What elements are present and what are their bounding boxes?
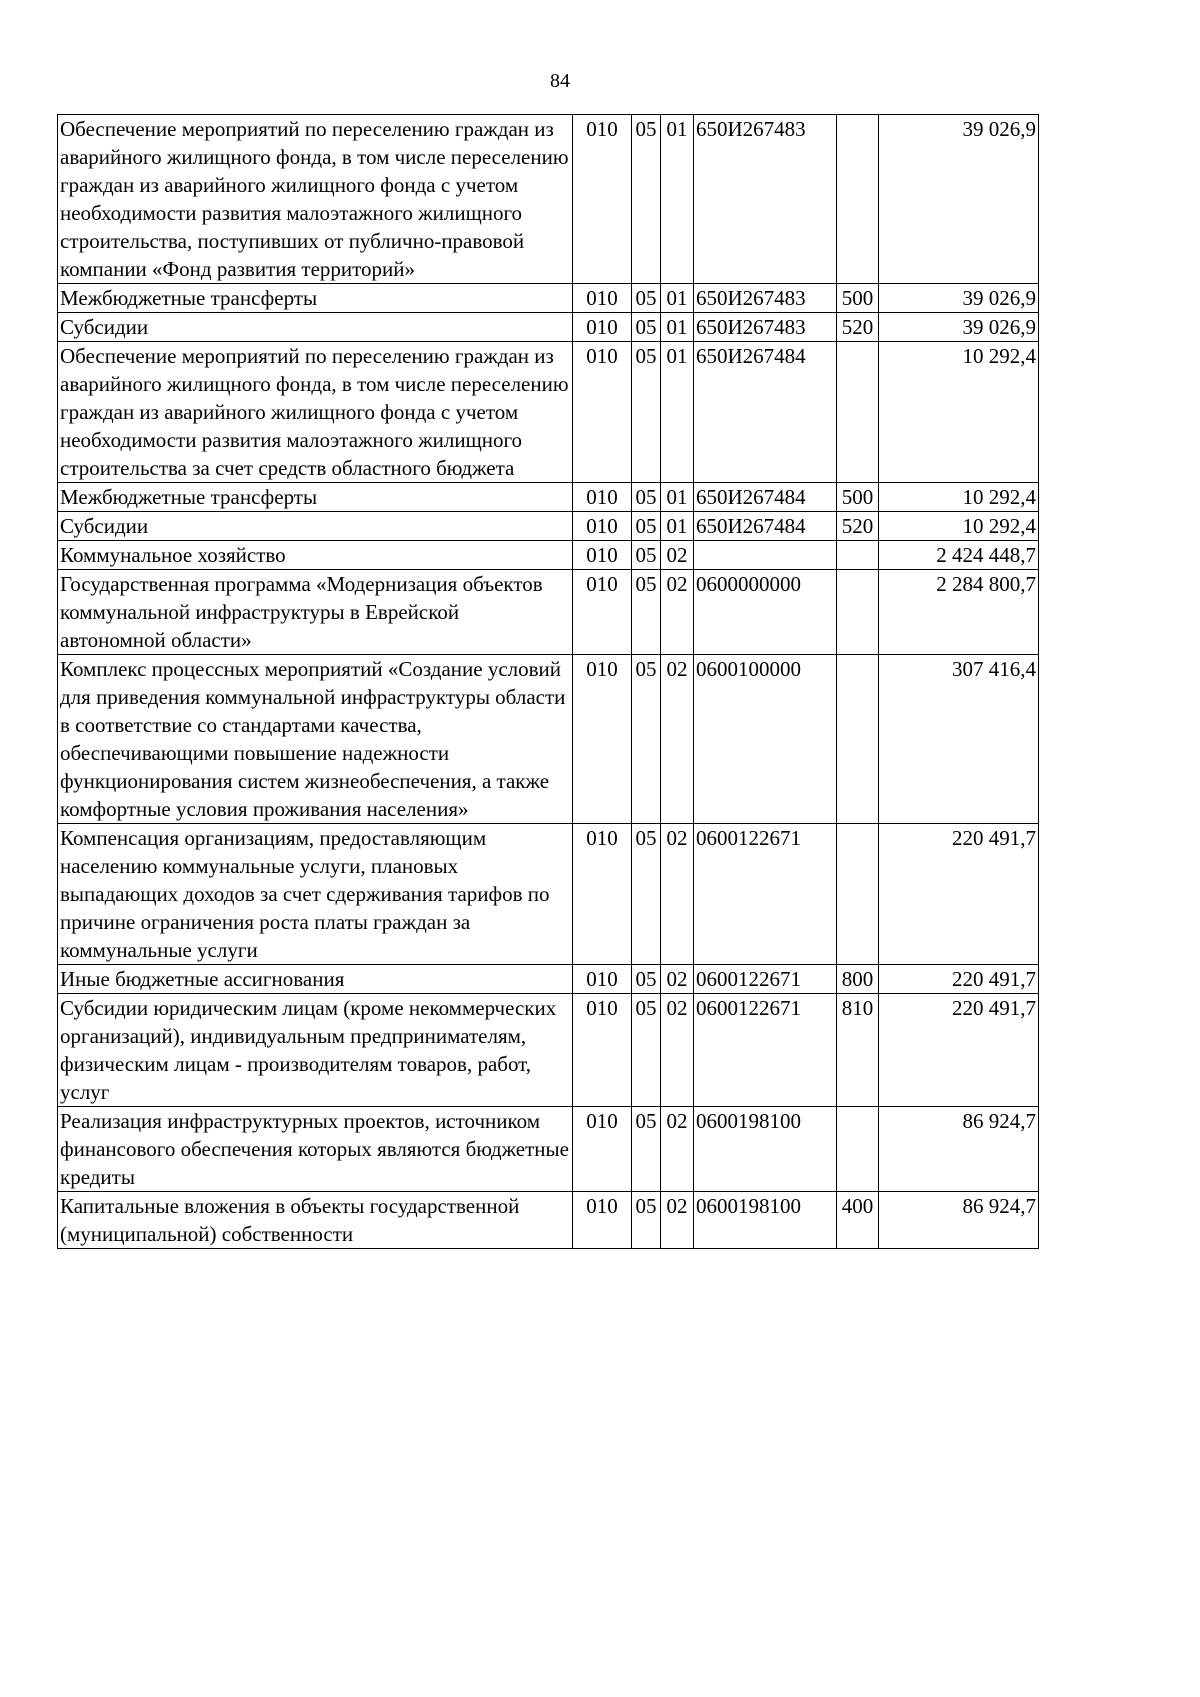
budget-table [57, 114, 1039, 1249]
amount: 10 292,4 [879, 512, 1039, 541]
grbs-code: 010 [573, 965, 632, 994]
section-code: 05 [632, 483, 661, 512]
table-row [58, 1192, 1039, 1249]
section-code: 05 [632, 655, 661, 824]
expense-type-code: 520 [837, 313, 879, 342]
expense-type-code: 500 [837, 483, 879, 512]
item-name: Коммунальное хозяйство [58, 541, 573, 570]
amount: 39 026,9 [879, 284, 1039, 313]
expense-type-code [837, 655, 879, 824]
subsection-code: 01 [661, 115, 694, 284]
target-article-code: 650И267484 [694, 483, 837, 512]
amount: 86 924,7 [879, 1107, 1039, 1192]
target-article-code: 0600198100 [694, 1107, 837, 1192]
section-code: 05 [632, 1107, 661, 1192]
target-article-code: 650И267483 [694, 313, 837, 342]
grbs-code: 010 [573, 483, 632, 512]
section-code: 05 [632, 1192, 661, 1249]
budget-table-body [58, 115, 1039, 1249]
table-row [58, 655, 1039, 824]
expense-type-code: 400 [837, 1192, 879, 1249]
grbs-code: 010 [573, 541, 632, 570]
subsection-code: 01 [661, 313, 694, 342]
subsection-code: 01 [661, 483, 694, 512]
target-article-code: 0600198100 [694, 1192, 837, 1249]
subsection-code: 02 [661, 570, 694, 655]
target-article-code: 650И267483 [694, 115, 837, 284]
section-code: 05 [632, 284, 661, 313]
subsection-code: 02 [661, 1107, 694, 1192]
item-name: Компенсация организациям, предоставляющим населению коммунальные услуги, плановых выпадающих доходов за счет сдерживания тарифов по причине ограничения роста платы граждан за коммунальные услуги [58, 824, 573, 965]
expense-type-code [837, 570, 879, 655]
item-name: Субсидии [58, 512, 573, 541]
section-code: 05 [632, 824, 661, 965]
grbs-code: 010 [573, 994, 632, 1107]
grbs-code: 010 [573, 115, 632, 284]
target-article-code: 0600000000 [694, 570, 837, 655]
expense-type-code [837, 824, 879, 965]
grbs-code: 010 [573, 313, 632, 342]
subsection-code: 02 [661, 1192, 694, 1249]
grbs-code: 010 [573, 512, 632, 541]
subsection-code: 02 [661, 655, 694, 824]
subsection-code: 02 [661, 994, 694, 1107]
table-row [58, 994, 1039, 1107]
target-article-code: 650И267483 [694, 284, 837, 313]
subsection-code: 01 [661, 284, 694, 313]
section-code: 05 [632, 115, 661, 284]
expense-type-code: 800 [837, 965, 879, 994]
target-article-code: 0600122671 [694, 965, 837, 994]
table-row [58, 115, 1039, 284]
target-article-code: 0600100000 [694, 655, 837, 824]
page-number: 84 [550, 70, 570, 92]
item-name: Реализация инфраструктурных проектов, источником финансового обеспечения которых являются бюджетные кредиты [58, 1107, 573, 1192]
item-name: Государственная программа «Модернизация объектов коммунальной инфраструктуры в Еврейской автономной области» [58, 570, 573, 655]
expense-type-code [837, 115, 879, 284]
table-row [58, 284, 1039, 313]
amount: 2 284 800,7 [879, 570, 1039, 655]
table-row [58, 824, 1039, 965]
expense-type-code [837, 541, 879, 570]
grbs-code: 010 [573, 1107, 632, 1192]
subsection-code: 02 [661, 824, 694, 965]
subsection-code: 02 [661, 965, 694, 994]
amount: 2 424 448,7 [879, 541, 1039, 570]
expense-type-code: 520 [837, 512, 879, 541]
item-name: Межбюджетные трансферты [58, 483, 573, 512]
expense-type-code [837, 1107, 879, 1192]
amount: 307 416,4 [879, 655, 1039, 824]
grbs-code: 010 [573, 824, 632, 965]
subsection-code: 01 [661, 512, 694, 541]
item-name: Иные бюджетные ассигнования [58, 965, 573, 994]
item-name: Субсидии юридическим лицам (кроме некоммерческих организаций), индивидуальным предпринимателям, физическим лицам - производителям товаров, работ, услуг [58, 994, 573, 1107]
expense-type-code [837, 342, 879, 483]
section-code: 05 [632, 342, 661, 483]
grbs-code: 010 [573, 342, 632, 483]
amount: 10 292,4 [879, 483, 1039, 512]
table-row [58, 512, 1039, 541]
amount: 220 491,7 [879, 824, 1039, 965]
amount: 10 292,4 [879, 342, 1039, 483]
item-name: Капитальные вложения в объекты государственной (муниципальной) собственности [58, 1192, 573, 1249]
subsection-code: 01 [661, 342, 694, 483]
target-article-code [694, 541, 837, 570]
target-article-code: 650И267484 [694, 342, 837, 483]
table-row [58, 313, 1039, 342]
item-name: Субсидии [58, 313, 573, 342]
target-article-code: 0600122671 [694, 994, 837, 1107]
item-name: Межбюджетные трансферты [58, 284, 573, 313]
amount: 39 026,9 [879, 313, 1039, 342]
section-code: 05 [632, 965, 661, 994]
section-code: 05 [632, 313, 661, 342]
table-row [58, 965, 1039, 994]
grbs-code: 010 [573, 284, 632, 313]
table-row [58, 541, 1039, 570]
amount: 220 491,7 [879, 965, 1039, 994]
item-name: Комплекс процессных мероприятий «Создание условий для приведения коммунальной инфраструктуры области в соответствие со стандартами качества, обеспечивающими повышение надежности функционирования систем жизнеобеспечения, а также комфортные условия проживания населения» [58, 655, 573, 824]
grbs-code: 010 [573, 570, 632, 655]
section-code: 05 [632, 994, 661, 1107]
table-row [58, 570, 1039, 655]
section-code: 05 [632, 541, 661, 570]
table-row [58, 1107, 1039, 1192]
target-article-code: 0600122671 [694, 824, 837, 965]
target-article-code: 650И267484 [694, 512, 837, 541]
amount: 39 026,9 [879, 115, 1039, 284]
section-code: 05 [632, 512, 661, 541]
section-code: 05 [632, 570, 661, 655]
item-name: Обеспечение мероприятий по переселению граждан из аварийного жилищного фонда, в том числе переселению граждан из аварийного жилищного фонда с учетом необходимости развития малоэтажного жилищного строительства за счет средств областного бюджета [58, 342, 573, 483]
amount: 86 924,7 [879, 1192, 1039, 1249]
item-name: Обеспечение мероприятий по переселению граждан из аварийного жилищного фонда, в том числе переселению граждан из аварийного жилищного фонда с учетом необходимости развития малоэтажного жилищного строительства, поступивших от публично-правовой компании «Фонд развития территорий» [58, 115, 573, 284]
amount: 220 491,7 [879, 994, 1039, 1107]
table-row [58, 483, 1039, 512]
subsection-code: 02 [661, 541, 694, 570]
grbs-code: 010 [573, 1192, 632, 1249]
grbs-code: 010 [573, 655, 632, 824]
table-row [58, 342, 1039, 483]
expense-type-code: 500 [837, 284, 879, 313]
expense-type-code: 810 [837, 994, 879, 1107]
